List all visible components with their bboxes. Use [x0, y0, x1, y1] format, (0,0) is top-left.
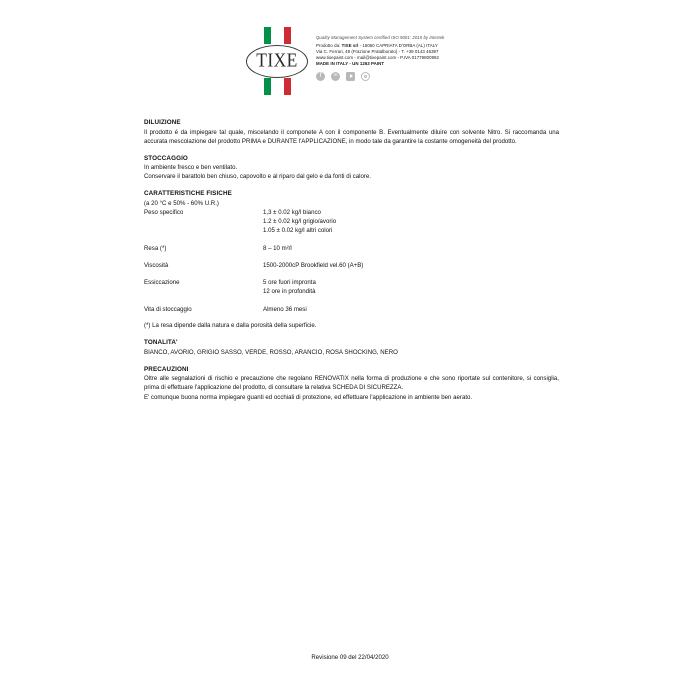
precauzioni-paragraph-1: Oltre alle segnalazioni di rischio e precauzione che regolano RENOVATIX nella forma di produzione e che sono riportate sul contenitore, si consiglia, prima di effettuare l'applicazione del prodotto, di consultare la relativa SCHEDA DI SICUREZZA. — [144, 375, 559, 392]
document-header — [246, 27, 444, 95]
specifications-table — [144, 208, 559, 314]
logo-oval-frame — [246, 45, 308, 78]
spec-value: 8 – 10 m²/l — [263, 244, 292, 252]
youtube-icon[interactable] — [346, 72, 355, 81]
table-row — [144, 305, 559, 314]
social-links — [316, 72, 444, 81]
instagram-icon[interactable] — [361, 72, 370, 81]
spec-value: 5 ore fuori impronta 12 ore in profondità — [263, 279, 316, 296]
caratteristiche-subtitle: (a 20 °C e 50% - 60% U.R.) — [144, 199, 219, 207]
table-row — [144, 278, 559, 297]
section-title-diluizione: DILUIZIONE — [144, 119, 181, 126]
italian-flag-bottom-icon — [264, 78, 291, 95]
tixe-logo — [246, 27, 308, 95]
company-info — [316, 27, 444, 81]
section-title-caratteristiche: CARATTERISTICHE FISICHE — [144, 190, 232, 198]
precauzioni-paragraph-2: E' comunque buona norma impiegare guanti ed occhiali di protezione, ed effettuare l'applicazione in ambiente ben aerato. — [144, 393, 473, 401]
document-body — [144, 118, 559, 402]
document-footer — [0, 654, 700, 661]
facebook-icon[interactable]: f — [316, 72, 325, 81]
spec-label: Vita di stoccaggio — [144, 305, 192, 313]
address-line-web: www.tixepaint.com - mail@tixepaint.com - P.IVA 01779800992 — [316, 54, 440, 60]
diluizione-body: Il prodotto é da impiegare tal quale, miscelando il componete A con il componente B. Eventualmente diluire con solvente Nitro. Si raccomanda una accurata mescolazione del prodotto PRIMA e DURANTE l'APPLICAZIONE, in modo tale da garantire la costante omogeneità del prodotto. — [144, 128, 559, 145]
logo-wordmark: TIXE — [256, 48, 298, 72]
resa-footnote: (*) La resa dipende dalla natura e dalla porosità della superficie. — [144, 322, 317, 330]
spec-label: Resa (*) — [144, 244, 167, 252]
stoccaggio-line-1: In ambiente fresco e ben ventilato. — [144, 164, 238, 172]
made-in-italy-line: MADE IN ITALY - UN 1263 PAINT — [316, 60, 385, 66]
address-line-street: Via C. Ferrari, 49 (Frazione Pratalborato) - T. +39 0143 46397 — [316, 49, 439, 55]
address-line-company: Prodotto da: TIXE srl - 15060 CAPRIATA D'ORBA (AL) ITALY — [316, 43, 438, 49]
table-row — [144, 208, 559, 236]
spec-value: Almeno 36 mesi — [263, 305, 307, 313]
section-title-tonalita: TONALITA' — [144, 339, 178, 347]
section-title-stoccaggio: STOCCAGGIO — [144, 154, 188, 162]
tonalita-colors: BIANCO, AVORIO, GRIGIO SASSO, VERDE, ROSSO, ARANCIO, ROSA SHOCKING, NERO — [144, 348, 398, 356]
stoccaggio-line-2: Conservare il barattolo ben chiuso, capovolto e al riparo dal gelo e da fonti di calore. — [144, 173, 371, 181]
italian-flag-top-icon — [264, 27, 291, 44]
spec-label: Peso specifico — [144, 208, 184, 216]
spec-value: 1500-2000cP Brookfield vel.60 (A+B) — [263, 261, 364, 269]
linkedin-icon[interactable]: in — [331, 72, 340, 81]
table-row — [144, 244, 559, 253]
spec-value: 1,3 ± 0.02 kg/l bianco 1.2 ± 0.02 kg/l grigio/avorio 1.05 ± 0.02 kg/l altri colori — [263, 208, 337, 235]
iso-certification-line: Quality Management System certified ISO 9001: 2015 by Intertek — [316, 35, 445, 40]
spec-label: Essiccazione — [144, 279, 180, 287]
spec-label: Viscosità — [144, 261, 169, 269]
table-row — [144, 261, 559, 270]
section-title-precauzioni: PRECAUZIONI — [144, 365, 189, 373]
revision-text: Revisione 09 del 22/04/2020 — [311, 654, 389, 661]
